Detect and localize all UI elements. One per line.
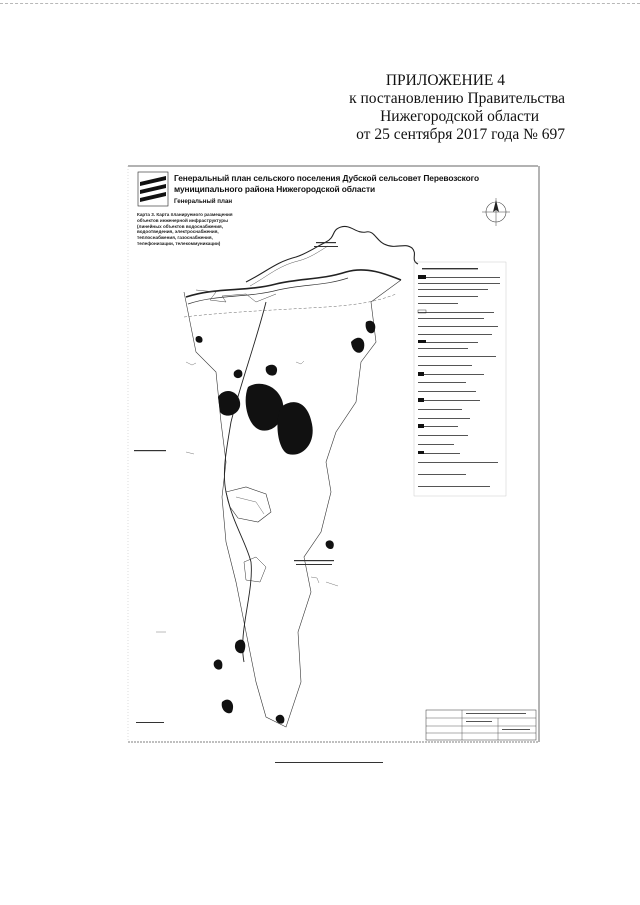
map-legend	[414, 262, 506, 496]
emblem-icon	[138, 172, 168, 206]
appendix-line-3: Нижегородской области	[380, 108, 539, 125]
appendix-line-2: к постановлению Правительства	[349, 90, 565, 107]
appendix-header	[245, 72, 565, 144]
map-sheet	[126, 162, 543, 744]
map-drawing	[126, 162, 543, 744]
compass-rose-icon	[482, 198, 510, 226]
appendix-title: ПРИЛОЖЕНИЕ 4	[385, 72, 505, 89]
signature-rule	[275, 762, 383, 763]
map-subtitle: Генеральный план	[174, 198, 233, 205]
page-top-edge	[0, 3, 640, 4]
map-description: Карта 3. Карта планируемого размещения объектов инженерной инфраструктуры (линейных объектов водоснабжения, водоотведения, электроснабжения, теплоснабжения, газоснабжения, телефонизации, телекоммуникации)	[137, 212, 233, 246]
appendix-line-4: от 25 сентября 2017 года № 697	[356, 126, 565, 143]
map-title: Генеральный план сельского поселения Дубской сельсовет Перевозского муниципального района Нижегородской области	[174, 173, 479, 194]
title-block	[426, 710, 536, 740]
